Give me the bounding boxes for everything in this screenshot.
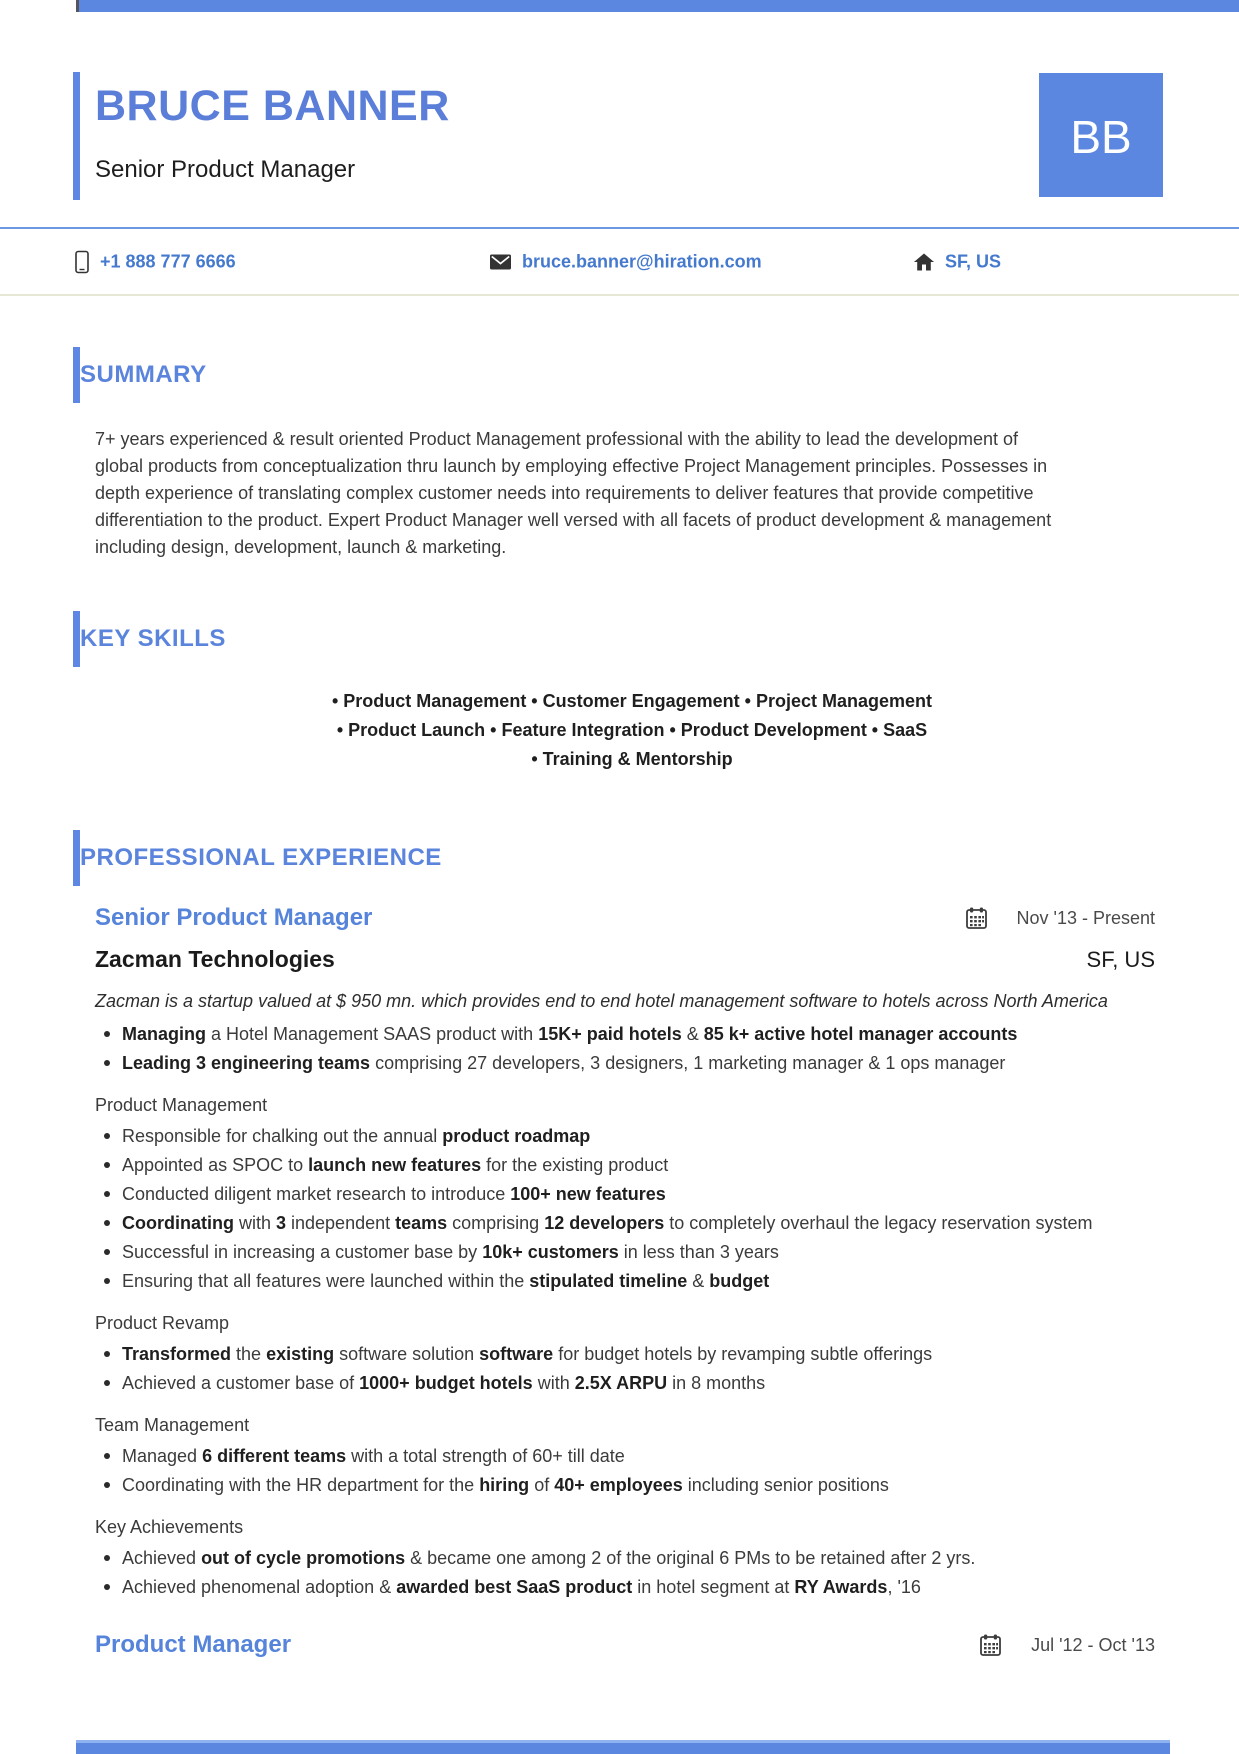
resume-header [73,70,1163,200]
bullet-item: Conducted diligent market research to introduce 100+ new features [95,1184,1155,1204]
summary-line: 7+ years experienced & result oriented Product Management professional with the ability to lead the development of [95,429,1019,449]
group-bullets [95,1344,1155,1393]
job-title: Senior Product Manager [95,904,373,931]
job-title-row [95,904,1155,932]
summary-line: depth experience of translating complex customer needs into requirements to deliver features that provide competitive [95,483,1034,503]
phone-icon [75,250,89,273]
bullet-item: Successful in increasing a customer base by 10k+ customers in less than 3 years [95,1242,1155,1262]
phone-link[interactable] [75,250,236,273]
group-label: Team Management [95,1415,250,1435]
job-dates-text: Nov '13 - Present [1016,907,1155,928]
bullet-item: Appointed as SPOC to launch new features for the existing product [95,1155,1155,1175]
bullet-item: Managing a Hotel Management SAAS product with 15K+ paid hotels & 85 k+ active hotel manager accounts [95,1024,1155,1044]
bullet-item: Coordinating with the HR department for the hiring of 40+ employees including senior positions [95,1475,1155,1495]
job-location: SF, US [1086,947,1155,972]
section-accent-bar [73,347,80,403]
job-entry [95,1631,1155,1659]
avatar-initials: BB [1070,111,1132,163]
calendar-icon [966,907,987,929]
page-bottom-accent-bar [76,1740,1170,1754]
group-bullets [95,1446,1155,1495]
page-top-accent-bar [76,0,1239,12]
key-skills-heading-row [0,611,1239,667]
resume-body [0,295,1239,1659]
summary-line: global products from conceptualization thru launch by employing effective Project Management principles. Possesses in [95,456,1048,476]
bullet-item: Transformed the existing software solution software for budget hotels by revamping subtle offerings [95,1344,1155,1364]
summary-text [95,426,1169,561]
contact-bar [0,227,1239,296]
summary-section [0,347,1239,561]
email-link[interactable] [490,251,762,272]
company-description: Zacman is a startup valued at $ 950 mn. which provides end to end hotel management software to hotels across North America [95,991,1108,1011]
envelope-icon [490,254,511,269]
experience-section [0,830,1239,1659]
candidate-title: Senior Product Manager [95,156,356,183]
job-dates-text: Jul '12 - Oct '13 [1031,1634,1155,1655]
job-title: Product Manager [95,1631,292,1658]
section-accent-bar [73,611,80,667]
skills-line: • Product Management • Customer Engagement • Project Management [331,691,932,711]
bullet-item: Responsible for chalking out the annual product roadmap [95,1126,1155,1146]
key-skills-heading: KEY SKILLS [80,625,226,652]
key-skills-list [95,687,1169,774]
header-accent-bar [73,72,80,200]
bullet-item: Achieved out of cycle promotions & became one among 2 of the original 6 PMs to be retained after 2 yrs. [95,1548,1155,1568]
bullet-item: Ensuring that all features were launched within the stipulated timeline & budget [95,1271,1155,1291]
bullet-item: Coordinating with 3 independent teams comprising 12 developers to completely overhaul the legacy reservation system [95,1213,1155,1233]
key-skills-section [0,611,1239,774]
section-accent-bar [73,830,80,886]
candidate-name: BRUCE BANNER [95,82,450,130]
group-label: Product Management [95,1095,268,1115]
summary-line: differentiation to the product. Expert Product Manager well versed with all facets of product development & management [95,510,1052,530]
bullet-item: Achieved a customer base of 1000+ budget hotels with 2.5X ARPU in 8 months [95,1373,1155,1393]
skills-line: • Product Launch • Feature Integration • Product Development • SaaS [336,720,928,740]
group-bullets [95,1126,1155,1291]
group-bullets [95,1548,1155,1597]
bullet-item: Achieved phenomenal adoption & awarded best SaaS product in hotel segment at RY Awards, '16 [95,1577,1155,1597]
phone-text: +1 888 777 6666 [100,251,236,271]
summary-line: including design, development, launch & marketing. [95,537,507,557]
job-title-row [95,1631,1155,1659]
location-text: SF, US [945,251,1002,271]
job-dates [980,1634,1155,1656]
job-entry [95,904,1155,1597]
job-dates [966,907,1156,929]
calendar-icon [980,1634,1001,1656]
experience-heading: PROFESSIONAL EXPERIENCE [80,844,442,871]
bullet-item: Managed 6 different teams with a total strength of 60+ till date [95,1446,1155,1466]
home-icon [914,253,934,270]
location-item [914,251,1001,272]
job-company-row [95,946,1155,973]
experience-heading-row [0,830,1239,886]
group-label: Product Revamp [95,1313,230,1333]
job-intro-bullets [95,1024,1155,1073]
company-name: Zacman Technologies [95,946,335,972]
skills-line: • Training & Mentorship [531,749,733,769]
summary-heading-row [0,347,1239,403]
group-label: Key Achievements [95,1517,244,1537]
avatar [1039,73,1163,197]
summary-heading: SUMMARY [80,361,207,388]
email-text: bruce.banner@hiration.com [522,251,762,271]
bullet-item: Leading 3 engineering teams comprising 27 developers, 3 designers, 1 marketing manager & 1 ops manager [95,1053,1155,1073]
